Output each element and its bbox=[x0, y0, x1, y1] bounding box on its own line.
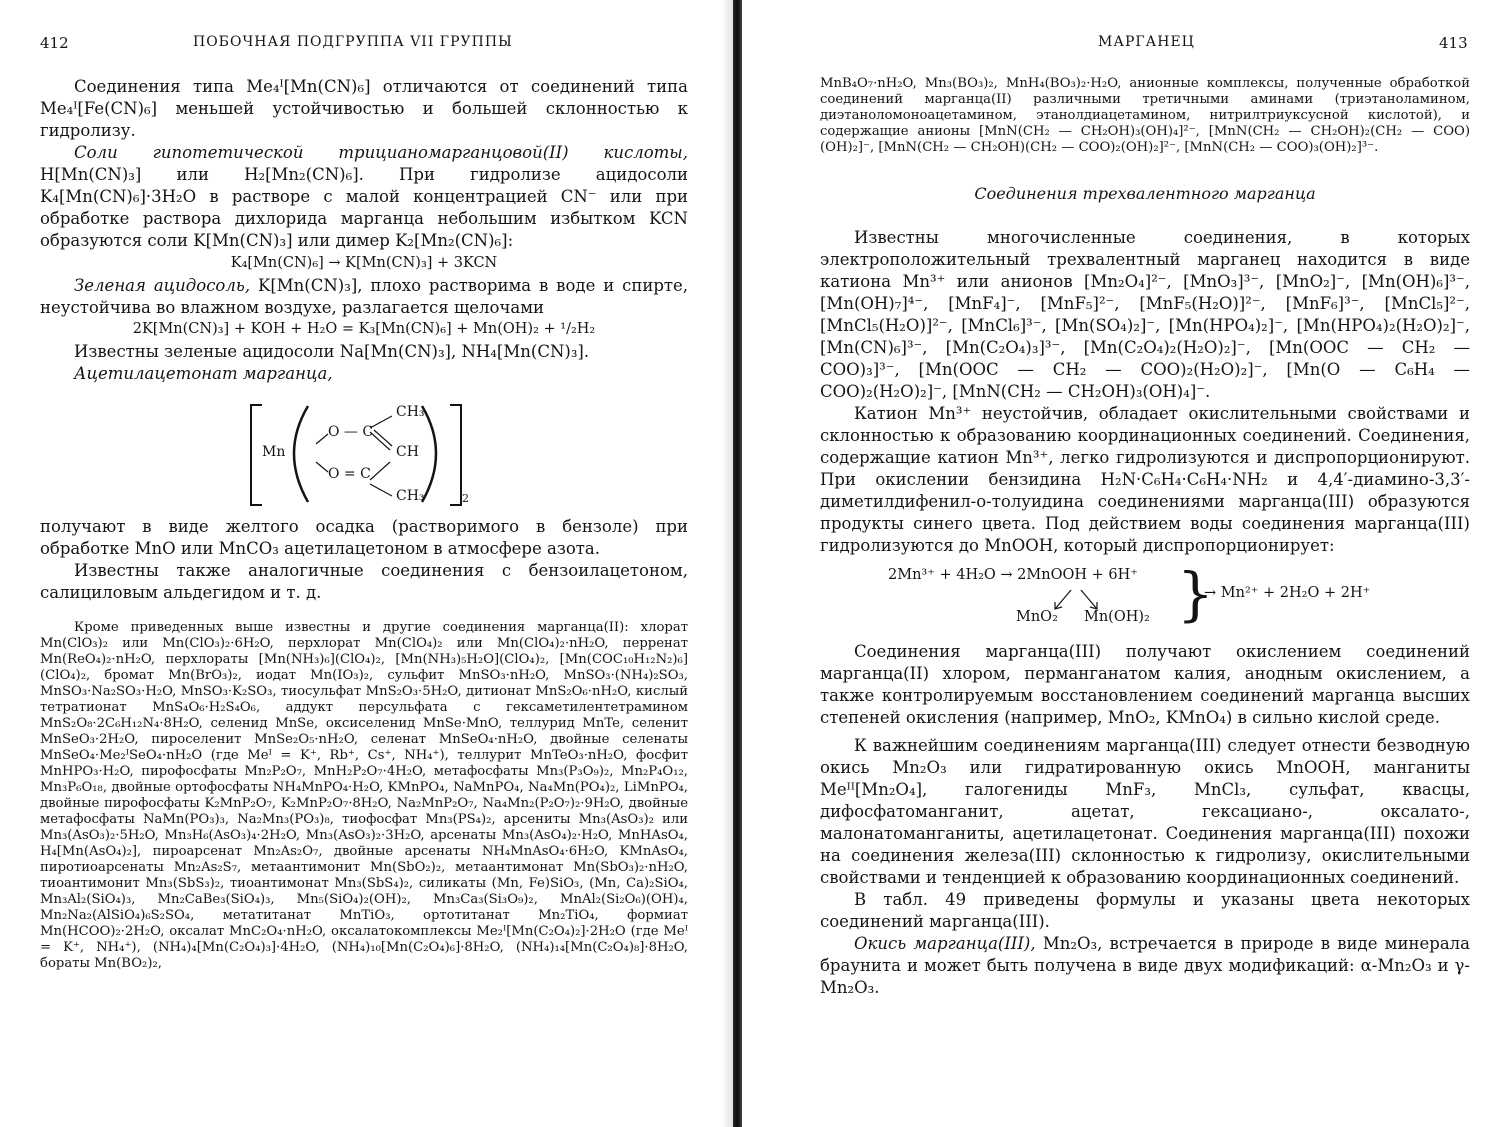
ch-label: CH bbox=[396, 444, 419, 460]
equation: K₄[Mn(CN)₆] → K[Mn(CN)₃] + 3KCN bbox=[230, 255, 498, 271]
left-body-top bbox=[40, 76, 688, 385]
small-print-paragraph: MnB₄O₇·nH₂O, Mn₃(BO₃)₂, MnH₄(BO₃)₂·H₂O, анионные комплексы, полученные обработкой соединений марганца(II) различными третичными аминами (триэтаноламином, диэтаноломоноацетамином, этанолдиацетамином, нитрилтриуксусной кислотой), и содержащие анионы [MnN(CH₂ — CH₂OH)₃(OH)₄]²⁻, [MnN(CH₂ — CH₂OH)₂(CH₂ — COO)(OH)₂]⁻, [MnN(CH₂ — CH₂OH)(CH₂ — COO)₂(OH)₂]²⁻, [MnN(CH₂ — COO)₃(OH)₂]³⁻. bbox=[820, 76, 1470, 155]
right-page-number: 413 bbox=[1439, 34, 1468, 52]
right-body bbox=[820, 76, 1470, 999]
paragraph: Соединения марганца(III) получают окислением соединений марганца(II) хлором, перманганатом калия, анодным окислением, а также контролируемым восстановлением соединений марганца высших степеней окисления (например, MnO₂, KMnO₄) в сильно кислой среде. bbox=[820, 642, 1470, 727]
paragraph: Известны зеленые ацидосоли Na[Mn(CN)₃], NH₄[Mn(CN)₃]. bbox=[74, 342, 590, 361]
acetylacetonate-structure bbox=[250, 400, 490, 510]
bond-line bbox=[370, 416, 392, 428]
paragraph bbox=[40, 275, 688, 319]
paragraph-italic: Ацетилацетонат марганца, bbox=[74, 364, 333, 383]
italic-term: Соли гипотетической трицианомарганцовой(II) кислоты, bbox=[74, 143, 688, 162]
curly-brace: } bbox=[1177, 560, 1214, 628]
bond-line bbox=[370, 462, 390, 480]
arrow-line bbox=[1081, 590, 1097, 609]
paragraph: получают в виде желтого осадка (растворимого в бензоле) при обработке MnO или MnCO₃ ацетилацетоном в атмосфере азота. bbox=[40, 517, 688, 558]
paragraph-text: H[Mn(CN)₃] или H₂[Mn₂(CN)₆]. При гидролизе ацидосоли K₄[Mn(CN)₆]·3H₂O в растворе с малой концентрацией CN⁻ или при обработке раствора дихлорида марганца небольшим избытком KCN образуются соли K[Mn(CN)₃] или димер K₂[Mn₂(CN)₆]: bbox=[40, 165, 688, 250]
left-body-bottom bbox=[40, 516, 688, 972]
paragraph-text: Mn₂O₃, встречается в природе в виде минерала браунита и может быть получена в виде двух модификаций: α-Mn₂O₃ и γ-Mn₂O₃. bbox=[820, 934, 1470, 997]
right-running-header: МАРГАНЕЦ bbox=[1098, 34, 1195, 50]
scheme-equation: 2Mn³⁺ + 4H₂O → 2MnOOH + 6H⁺ bbox=[888, 567, 1138, 583]
paragraph bbox=[820, 933, 1470, 999]
paragraph: Соединения типа Me₄ᴵ[Mn(CN)₆] отличаются от соединений типа Me₄ᴵ[Fe(CN)₆] меньшей устойчивостью и большей склонностью к гидролизу. bbox=[40, 77, 688, 140]
scheme-product: MnO₂ bbox=[1016, 609, 1058, 625]
italic-term: Окись марганца(III), bbox=[854, 934, 1036, 953]
right-page bbox=[742, 0, 1504, 1127]
arrow-line bbox=[1055, 590, 1071, 609]
left-running-header: ПОБОЧНАЯ ПОДГРУППА VII ГРУППЫ bbox=[193, 34, 513, 50]
scheme-result: → Mn²⁺ + 2H₂O + 2H⁺ bbox=[1204, 585, 1371, 601]
paragraph: Известны многочисленные соединения, в которых электроположительный трехвалентный марганец находится в виде катиона Mn³⁺ или анионов [Mn₂O₄]²⁻, [MnO₃]³⁻, [MnO₂]⁻, [Mn(OH)₆]³⁻, [Mn(OH)₇]⁴⁻, [MnF₄]⁻, [MnF₅]²⁻, [MnF₅(H₂O)]²⁻, [MnF₆]³⁻, [MnCl₅]²⁻, [MnCl₅(H₂O)]²⁻, [MnCl₆]³⁻, [Mn(SO₄)₂]⁻, [Mn(HPO₄)₂]⁻, [Mn(HPO₄)₂(H₂O)₂]⁻, [Mn(CN)₆]³⁻, [Mn(C₂O₄)₃]³⁻, [Mn(C₂O₄)₂(H₂O)₂]⁻, [Mn(OOC — CH₂ — COO)₃]³⁻, [Mn(OOC — CH₂ — COO)₂(H₂O)₂]⁻, [Mn(O — C₆H₄ — COO)₂(H₂O)₂]⁻, [MnN(CH₂ — CH₂OH)₃(OH)₄]⁻. bbox=[820, 228, 1470, 401]
left-round-bracket bbox=[294, 406, 308, 502]
structure-lines bbox=[250, 400, 490, 510]
section-title: Соединения трехвалентного марганца bbox=[974, 184, 1316, 203]
left-page bbox=[0, 0, 735, 1127]
paragraph: Известны также аналогичные соединения с бензоилацетоном, салициловым альдегидом и т. д. bbox=[40, 561, 688, 602]
ch3-top-label: CH₃ bbox=[396, 404, 425, 420]
equation: 2K[Mn(CN)₃] + KOH + H₂O = K₃[Mn(CN)₆] + Mn(OH)₂ + ¹/₂H₂ bbox=[132, 321, 596, 337]
bond-line bbox=[370, 484, 392, 496]
paragraph: Катион Mn³⁺ неустойчив, обладает окислительными свойствами и склонностью к образованию координационных соединений. Соединения, содержащие катион Mn³⁺, легко гидролизуются и диспропорционируют. При окислении бензидина H₂N·C₆H₄·C₆H₄·NH₂ и 4,4′-диамино-3,3′-диметилдифенил-о-толуидина соединениями марганца(III) образуются продукты синего цвета. Под действием воды соединения марганца(III) гидролизуются до MnOOH, который диспропорционирует: bbox=[820, 404, 1470, 555]
ch3-bottom-label: CH₃ bbox=[396, 488, 425, 504]
small-print-paragraph: Кроме приведенных выше известны и другие соединения марганца(II): хлорат Mn(ClO₃)₂ или Mn(ClO₃)₂·6H₂O, перхлорат Mn(ClO₄)₂ или Mn(ClO₄)₂·nH₂O, перренат Mn(ReO₄)₂·nH₂O, перхлораты [Mn(NH₃)₆](ClO₄)₂, [Mn(NH₃)₅H₂O](ClO₄)₂, [Mn(COC₁₀H₁₂N₂)₆](ClO₄)₂, бромат Mn(BrO₃)₂, иодат Mn(IO₃)₂, сульфит MnSO₃·nH₂O, MnSO₃·(NH₄)₂SO₃, MnSO₃·Na₂SO₃·H₂O, MnSO₃·K₂SO₃, тиосульфат MnS₂O₃·5H₂O, дитионат MnS₂O₆·nH₂O, кислый тетратионат MnS₄O₆·H₂S₄O₆, аддукт персульфата с гексаметилентетрамином MnS₂O₈·2C₆H₁₂N₄·8H₂O, селенид MnSe, оксиселенид MnSe·MnO, теллурид MnTe, селенит MnSeO₃·2H₂O, пироселенит MnSe₂O₅·nH₂O, селенат MnSeO₄·nH₂O, двойные селенаты MnSeO₄·Me₂ᴵSeO₄·nH₂O (где Meᴵ = K⁺, Rb⁺, Cs⁺, NH₄⁺), теллурит MnTeO₃·nH₂O, фосфит MnHPO₃·H₂O, пирофосфаты Mn₂P₂O₇, MnH₂P₂O₇·4H₂O, метафосфаты Mn₃(P₃O₉)₂, Mn₂P₄O₁₂, Mn₃P₆O₁₈, двойные ортофосфаты NH₄MnPO₄·H₂O, KMnPO₄, NaMnPO₄, Na₄Mn(PO₄)₂, LiMnPO₄, двойные пирофосфаты K₂MnP₂O₇, K₂MnP₂O₇·8H₂O, Na₂MnP₂O₇, Na₄Mn₂(P₂O₇)₂·9H₂O, двойные метафосфаты NaMn(PO₃)₃, Na₂Mn₃(PO₃)₈, тиофосфат Mn₃(PS₄)₂, арсениты Mn₃(AsO₃)₂ или Mn₃(AsO₃)₂·5H₂O, Mn₃H₆(AsO₃)₄·2H₂O, Mn₃(AsO₃)₂·3H₂O, арсенаты Mn₃(AsO₄)₂·H₂O, MnHAsO₄, H₄[Mn(AsO₄)₂], пироарсенат Mn₂As₂O₇, двойные арсенаты NH₄MnAsO₄·6H₂O, KMnAsO₄, пиротиоарсенаты Mn₂As₂S₇, метаантимонит Mn(SbO₂)₂, метаантимонат Mn(SbO₃)₂·nH₂O, тиоантимонит Mn₃(SbS₃)₂, тиоантимонат Mn₃(SbS₄)₂, силикаты (Mn, Fe)SiO₃, (Mn, Ca)₂SiO₄, Mn₃Al₂(SiO₄)₃, Mn₂CaBe₃(SiO₄)₃, Mn₅(SiO₄)₂(OH)₂, Mn₃Ca₃(Si₃O₉)₂, MnAl₂(Si₂O₆)(OH)₄, Mn₂Na₂(AlSiO₄)₆S₂SO₄, метатитанат MnTiO₃, ортотитанат Mn₂TiO₄, формиат Mn(HCOO)₂·2H₂O, оксалат MnC₂O₄·nH₂O, оксалатокомплексы Me₂ᴵ[Mn(C₂O₄)₂]·2H₂O (где Meᴵ = K⁺, NH₄⁺), (NH₄)₄[Mn(C₂O₄)₃]·4H₂O, (NH₄)₁₀[Mn(C₂O₄)₆]·8H₂O, (NH₄)₁₄[Mn(C₂O₄)₈]·8H₂O, бораты Mn(BO₂)₂, bbox=[40, 620, 688, 971]
paragraph-text: K[Mn(CN)₃], плохо растворима в воде и спирте, неустойчива во влажном воздухе, разлагается щелочами bbox=[40, 276, 689, 317]
paragraph bbox=[40, 142, 688, 252]
subscript-2: 2 bbox=[462, 492, 469, 505]
bond-line bbox=[316, 434, 328, 444]
oc-bottom-label: O = C bbox=[328, 466, 371, 482]
left-page-number: 412 bbox=[40, 34, 69, 52]
mn-label: Mn bbox=[262, 444, 286, 460]
disproportionation-scheme bbox=[820, 560, 1470, 633]
scheme-product: Mn(OH)₂ bbox=[1084, 609, 1150, 625]
paragraph: В табл. 49 приведены формулы и указаны цвета некоторых соединений марганца(III). bbox=[820, 890, 1470, 931]
bond-line bbox=[316, 462, 328, 472]
oc-top-label: O — C bbox=[328, 424, 374, 440]
italic-term: Зеленая ацидосоль, bbox=[74, 276, 251, 295]
paragraph: К важнейшим соединениям марганца(III) следует отнести безводную окись Mn₂O₃ или гидратированную окись MnOOH, манганиты Meᴵᴵ[Mn₂O₄], галогениды MnF₃, MnCl₃, сульфат, квасцы, дифосфатоманганит, ацетат, гексациано-, оксалато-, малонатоманганиты, ацетилацетонат. Соединения марганца(III) похожи на соединения железа(III) склонностью к гидролизу, окислительными свойствами и тенденцией к образованию координационных соединений. bbox=[820, 736, 1470, 887]
